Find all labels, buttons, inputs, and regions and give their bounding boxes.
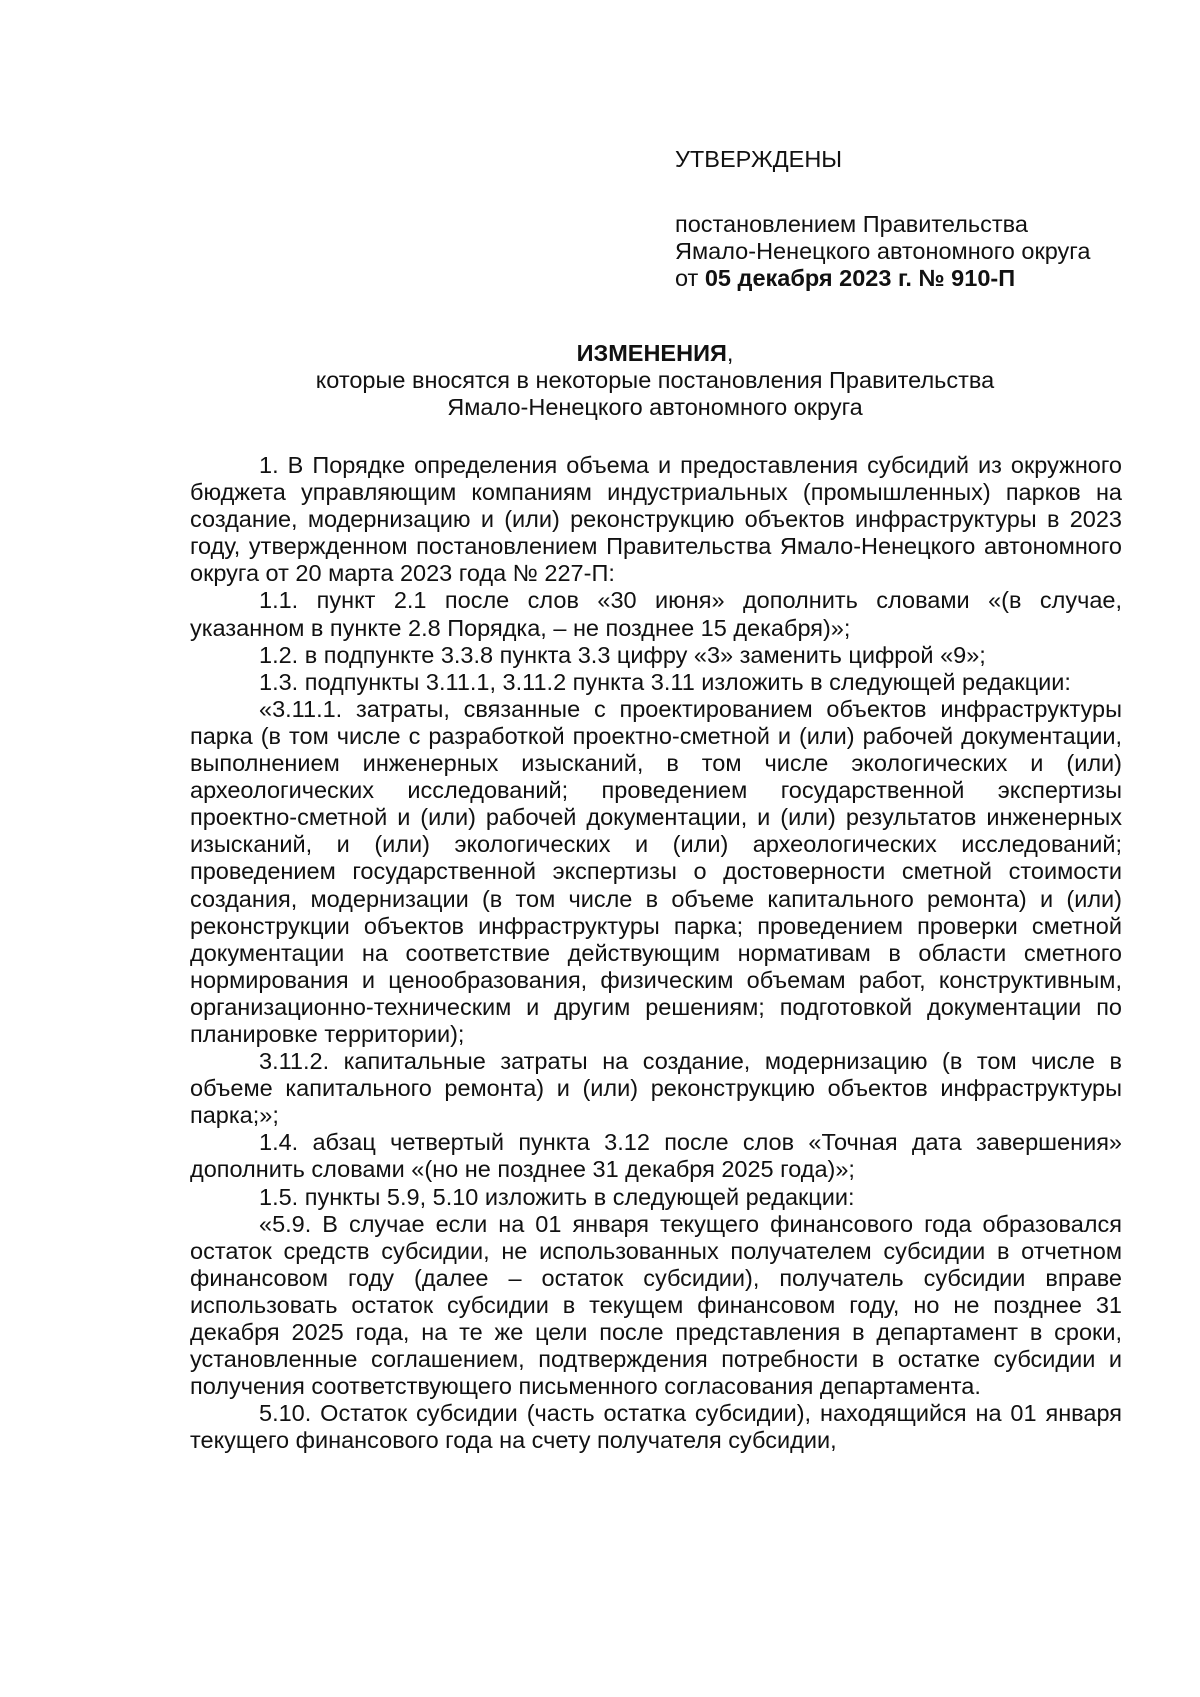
document-heading xyxy=(190,340,1120,421)
paragraph-3-11-2: 3.11.2. капитальные затраты на создание, модернизацию (в том числе в объеме капитального ремонта) и (или) реконструкцию объектов инфраструктуры парка;»; xyxy=(190,1048,1122,1129)
decree-reference: 05 декабря 2023 г. № 910-П xyxy=(704,265,1016,291)
approval-line-1: постановлением Правительства xyxy=(675,211,1028,237)
document-title-text: ИЗМЕНЕНИЯ xyxy=(576,340,727,366)
paragraph-5-10: 5.10. Остаток субсидии (часть остатка субсидии), находящийся на 01 января текущего финансового года на счету получателя субсидии, xyxy=(190,1400,1122,1454)
paragraph-5-9: «5.9. В случае если на 01 января текущего финансового года образовался остаток средств субсидии, не использованных получателем субсидии в отчетном финансовом году (далее – остаток субсидии), получатель субсидии вправе использовать остаток субсидии в текущем финансовом году, но не позднее 31 декабря 2025 года, на те же цели после представления в департамент в сроки, установленные соглашением, подтверждения потребности в остатке субсидии и получения соответствующего письменного согласования департамента. xyxy=(190,1210,1122,1400)
approval-block xyxy=(675,146,1145,292)
paragraph-3-11-1: «3.11.1. затраты, связанные с проектированием объектов инфраструктуры парка (в том числе с разработкой проектно-сметной и (или) рабочей документации, выполнением инженерных изысканий, в том числе экологических и (или) археологических исследований; проведением государственной экспертизы проектно-сметной и (или) рабочей документации, и (или) результатов инженерных изысканий, и (или) экологических и (или) археологических исследований; проведением государственной экспертизы о достоверности сметной стоимости создания, модернизации (в том числе в объеме капитального ремонта) и (или) реконструкции объектов инфраструктуры парка; проведением проверки сметной документации на соответствие действующим нормативам в области сметного нормирования и ценообразования, физическим объемам работ, конструктивным, организационно-техническим и другим решениям; подготовкой документации по планировке территории); xyxy=(190,695,1122,1047)
document-title-comma: , xyxy=(726,340,734,366)
paragraph-1-2: 1.2. в подпункте 3.3.8 пункта 3.3 цифру «3» заменить цифрой «9»; xyxy=(259,641,986,668)
paragraph-1-4: 1.4. абзац четвертый пункта 3.12 после слов «Точная дата завершения» дополнить словами «(но не позднее 31 декабря 2025 года)»; xyxy=(190,1129,1122,1183)
paragraph-1-3: 1.3. подпункты 3.11.1, 3.11.2 пункта 3.11 изложить в следующей редакции: xyxy=(259,668,1071,695)
paragraph-1-1: 1.1. пункт 2.1 после слов «30 июня» дополнить словами «(в случае, указанном в пункте 2.8 Порядка, – не позднее 15 декабря)»; xyxy=(190,587,1122,641)
approval-line-2: Ямало-Ненецкого автономного округа xyxy=(675,238,1091,264)
document-body xyxy=(190,452,1122,1454)
approval-title: УТВЕРЖДЕНЫ xyxy=(675,146,843,172)
paragraph-1: 1. В Порядке определения объема и предоставления субсидий из окружного бюджета управляющим компаниям индустриальных (промышленных) парков на создание, модернизацию и (или) реконструкцию объектов инфраструктуры в 2023 году, утвержденном постановлением Правительства Ямало-Ненецкого автономного округа от 20 марта 2023 года № 227-П: xyxy=(190,452,1122,587)
approval-date-prefix: от xyxy=(675,265,699,291)
document-subtitle-line-2: Ямало-Ненецкого автономного округа xyxy=(447,394,863,420)
document-subtitle-line-1: которые вносятся в некоторые постановления Правительства xyxy=(315,367,995,393)
document-title xyxy=(190,340,1120,367)
approval-date-line xyxy=(675,265,1145,292)
paragraph-1-5: 1.5. пункты 5.9, 5.10 изложить в следующей редакции: xyxy=(259,1183,855,1210)
